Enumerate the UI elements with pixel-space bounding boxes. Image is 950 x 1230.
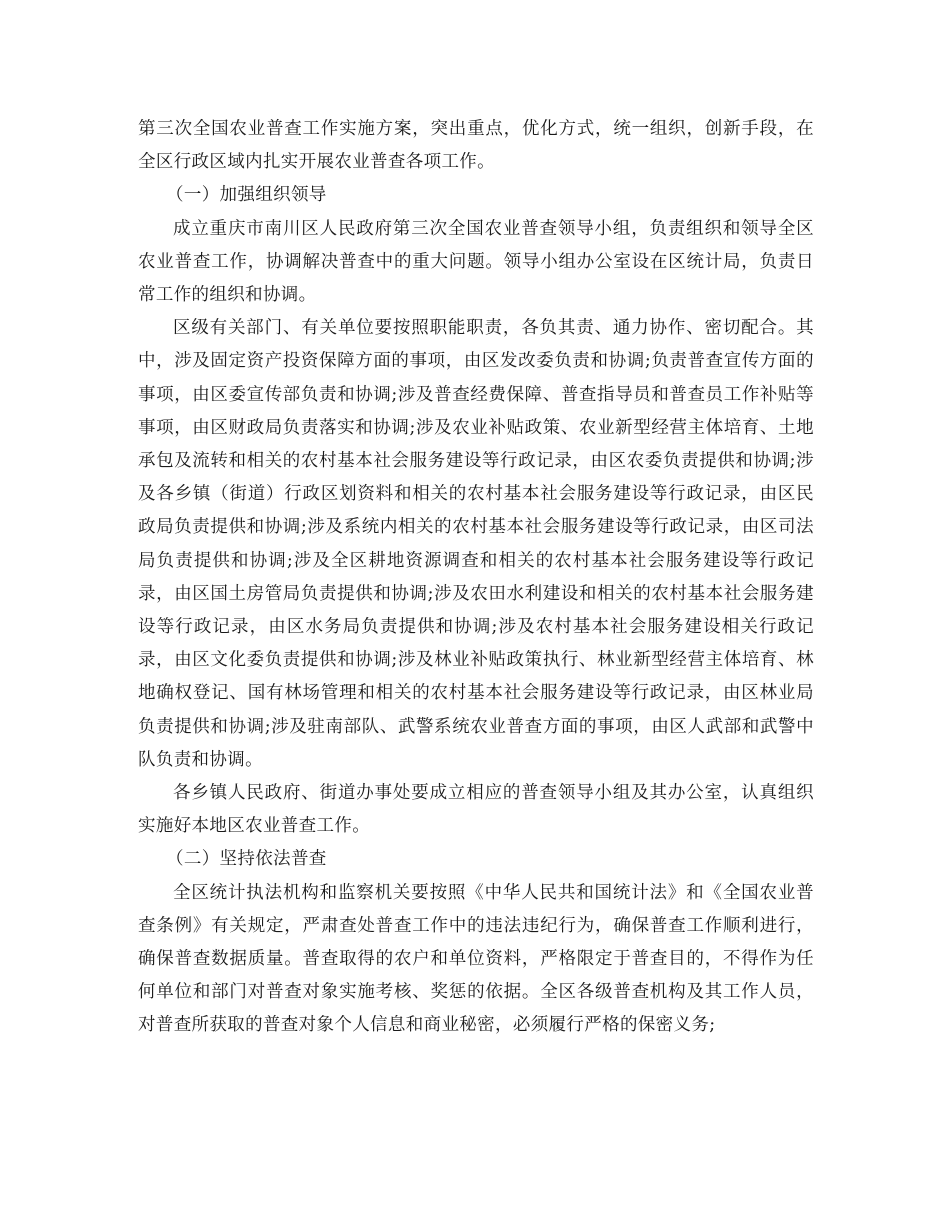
paragraph-township-groups: 各乡镇人民政府、街道办事处要成立相应的普查领导小组及其办公室，认真组织实施好本地区农业普查工作。 — [138, 783, 814, 837]
paragraph-continuation: 第三次全国农业普查工作实施方案，突出重点，优化方式，统一组织，创新手段，在全区行政区域内扎实开展农业普查各项工作。 — [138, 119, 814, 173]
paragraph-department-duties: 区级有关部门、有关单位要按照职能职责，各负其责、通力协作、密切配合。其中，涉及固定资产投资保障方面的事项，由区发改委负责和协调;负责普查宣传方面的事项，由区委宣传部负责和协调;涉及普查经费保障、普查指导员和普查员工作补贴等事项，由区财政局负责落实和协调;涉及农业补贴政策、农业新型经营主体培育、土地承包及流转和相关的农村基本社会服务建设等行政记录，由区农委负责提供和协调;涉及各乡镇（街道）行政区划资料和相关的农村基本社会服务建设等行政记录，由区民政局负责提供和协调;涉及系统内相关的农村基本社会服务建设等行政记录，由区司法局负责提供和协调;涉及全区耕地资源调查和相关的农村基本社会服务建设等行政记录，由区国土房管局负责提供和协调;涉及农田水利建设和相关的农村基本社会服务建设等行政记录，由区水务局负责提供和协调;涉及农村基本社会服务建设相关行政记录，由区文化委负责提供和协调;涉及林业补贴政策执行、林业新型经营主体培育、林地确权登记、国有林场管理和相关的农村基本社会服务建设等行政记录，由区林业局负责提供和协调;涉及驻南部队、武警系统农业普查方面的事项，由区人武部和武警中队负责和协调。 — [138, 318, 814, 770]
section-heading-legal-census: （二）坚持依法普查 — [166, 849, 327, 870]
paragraph-legal-enforcement: 全区统计执法机构和监察机关要按照《中华人民共和国统计法》和《全国农业普查条例》有关规定，严肃查处普查工作中的违法违纪行为，确保普查工作顺利进行，确保普查数据质量。普查取得的农户和单位资料，严格限定于普查目的，不得作为任何单位和部门对普查对象实施考核、奖惩的依据。全区各级普查机构及其工作人员，对普查所获取的普查对象个人信息和商业秘密，必须履行严格的保密义务; — [138, 882, 814, 1036]
section-heading-organization: （一）加强组织领导 — [166, 185, 327, 206]
paragraph-leading-group: 成立重庆市南川区人民政府第三次全国农业普查领导小组，负责组织和领导全区农业普查工作，协调解决普查中的重大问题。领导小组办公室设在区统计局，负责日常工作的组织和协调。 — [138, 218, 814, 306]
document-page — [138, 113, 814, 1043]
